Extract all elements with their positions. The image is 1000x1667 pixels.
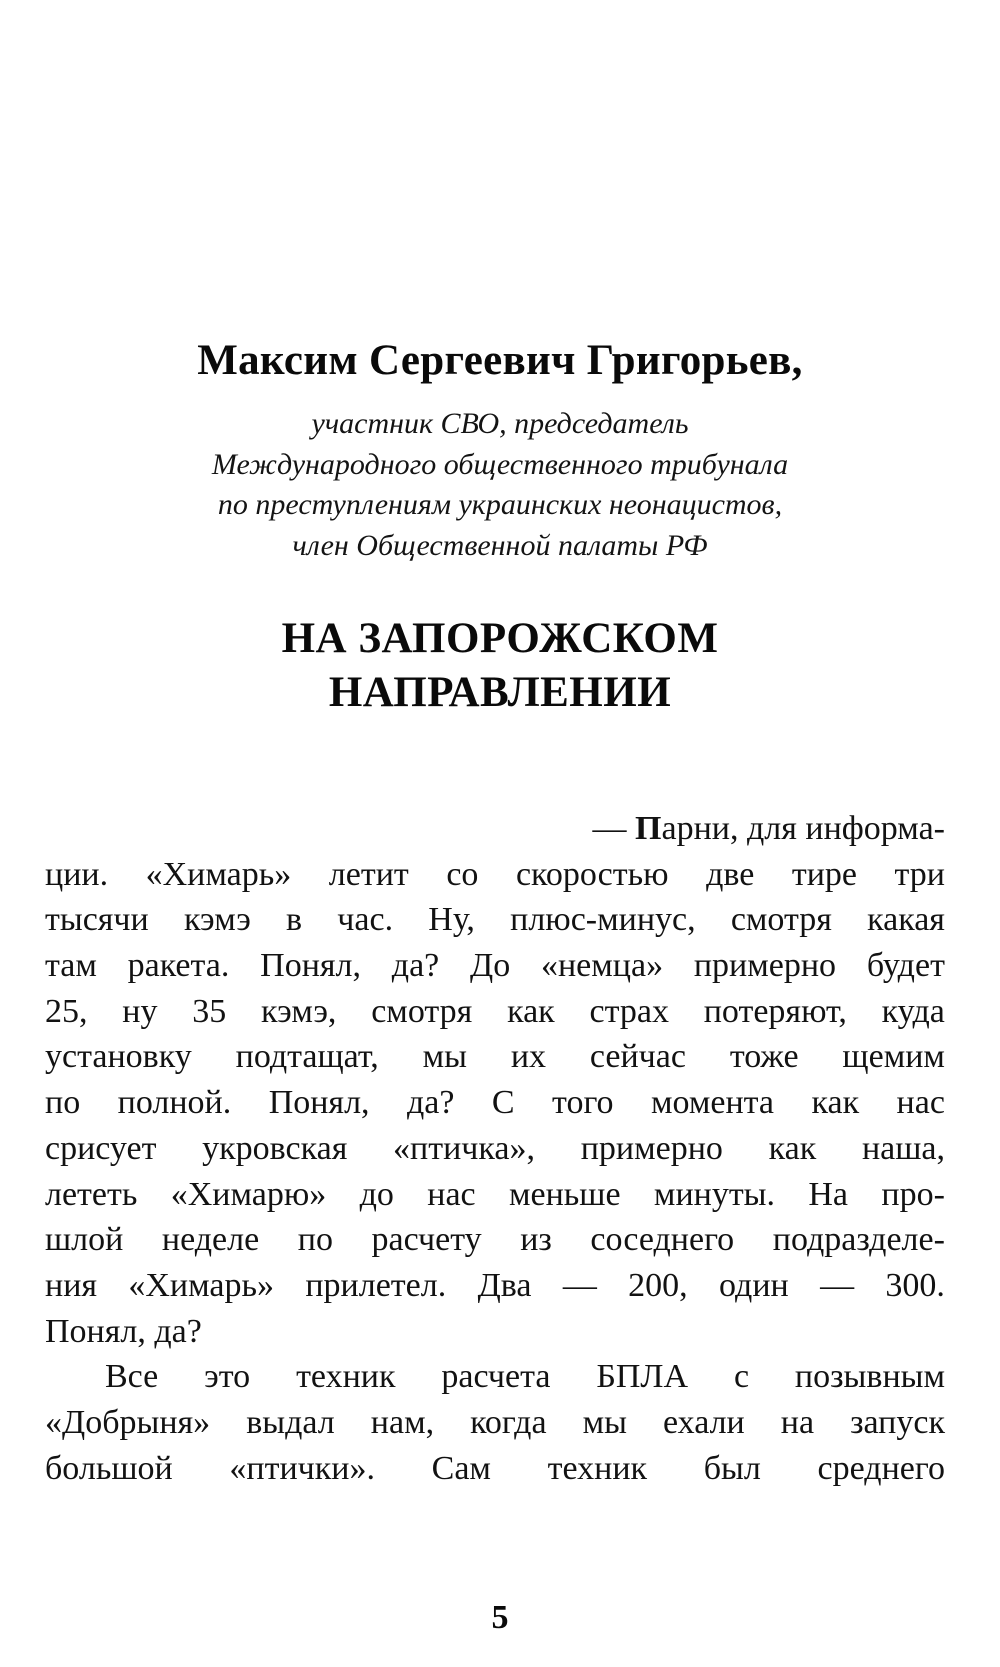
word: по — [297, 1221, 333, 1259]
word: на — [780, 1403, 815, 1441]
word: нас — [427, 1175, 476, 1213]
body-line-paragraph-start — [45, 1354, 945, 1400]
word: как — [507, 992, 555, 1030]
word: кэмэ, — [261, 992, 337, 1030]
word: — — [820, 1266, 855, 1304]
word: будет — [866, 947, 945, 985]
word: выдал — [246, 1403, 335, 1441]
body-line — [45, 897, 945, 943]
body-line — [45, 1034, 945, 1080]
word: техник — [547, 1449, 648, 1487]
word: две — [706, 855, 755, 893]
word: шлой — [45, 1221, 124, 1259]
word: соседнего — [590, 1221, 735, 1259]
body-line — [45, 1446, 945, 1492]
word: прилетел. — [305, 1266, 447, 1304]
word: расчету — [371, 1221, 482, 1259]
word: их — [510, 1038, 547, 1076]
bold-initial: П — [635, 810, 662, 847]
word: ракета. — [127, 947, 230, 985]
word: страх — [589, 992, 669, 1030]
word: час. — [337, 901, 394, 939]
body-line — [45, 852, 945, 898]
word: да? — [391, 947, 440, 985]
word: неделе — [161, 1221, 260, 1259]
word: «немца» — [540, 947, 664, 985]
author-bio — [0, 404, 1000, 566]
word: мы — [422, 1038, 467, 1076]
word: примерно — [580, 1129, 723, 1167]
word: кэмэ — [183, 901, 251, 939]
author-bio-line: участник СВО, председатель — [311, 407, 689, 440]
word: «птички». — [229, 1449, 375, 1487]
word: Ну, — [428, 901, 475, 939]
body-line — [45, 1126, 945, 1172]
word: примерно — [693, 947, 837, 985]
word: укровская — [202, 1129, 348, 1167]
word: щемим — [842, 1038, 945, 1076]
word: когда — [470, 1403, 547, 1441]
em-dash: — — [592, 810, 627, 847]
body-text — [45, 806, 945, 1491]
word: До — [470, 947, 511, 985]
word: «Химарь» — [128, 1266, 275, 1304]
body-line-paragraph-end — [45, 1309, 945, 1355]
word: скоростью — [515, 855, 669, 893]
word: про- — [881, 1175, 945, 1213]
word: тире — [791, 855, 857, 893]
opening-text: арни, для информа- — [661, 810, 945, 847]
word: запуск — [850, 1403, 945, 1441]
word: «Химарь» — [145, 855, 292, 893]
word: тысячи — [45, 901, 149, 939]
word: 25, — [45, 992, 88, 1030]
body-line — [45, 1400, 945, 1446]
body-line — [45, 1217, 945, 1263]
word: Сам — [431, 1449, 491, 1487]
word: 200, — [628, 1266, 688, 1304]
word: один — [719, 1266, 789, 1304]
word: Понял, — [260, 947, 361, 985]
body-line-opening — [45, 806, 945, 852]
word: нас — [896, 1084, 945, 1122]
body-line — [45, 989, 945, 1035]
word: куда — [881, 992, 945, 1030]
word: до — [359, 1175, 394, 1213]
word: три — [894, 855, 945, 893]
word: смотря — [371, 992, 473, 1030]
word: 300. — [885, 1266, 945, 1304]
word: большой — [45, 1449, 173, 1487]
word: да? — [406, 1084, 455, 1122]
chapter-title — [0, 612, 1000, 720]
body-line — [45, 1080, 945, 1126]
word: На — [808, 1175, 849, 1213]
word: техник — [296, 1358, 396, 1396]
word: это — [204, 1358, 251, 1396]
body-line — [45, 1172, 945, 1218]
word: подразделе- — [772, 1221, 945, 1259]
word: наша, — [861, 1129, 945, 1167]
word: — — [562, 1266, 597, 1304]
word: мы — [582, 1403, 627, 1441]
chapter-title-line: НА ЗАПОРОЖСКОМ — [281, 615, 719, 662]
word: с — [733, 1358, 750, 1396]
word: был — [703, 1449, 761, 1487]
word: Два — [477, 1266, 532, 1304]
word: нам, — [370, 1403, 435, 1441]
word: срисует — [45, 1129, 157, 1167]
word: летит — [328, 855, 409, 893]
word: «птичка», — [393, 1129, 535, 1167]
word: лететь — [45, 1175, 138, 1213]
word: минуты. — [653, 1175, 776, 1213]
author-bio-line: Международного общественного трибунала — [211, 447, 789, 481]
word: меньше — [508, 1175, 621, 1213]
word: какая — [867, 901, 945, 939]
word: Все — [105, 1358, 159, 1396]
word: ния — [45, 1266, 98, 1304]
word: смотря — [730, 901, 832, 939]
body-line — [45, 943, 945, 989]
word: Понял, — [268, 1084, 370, 1122]
word: со — [446, 855, 479, 893]
word: установку — [45, 1038, 192, 1076]
word: как — [811, 1084, 860, 1122]
author-name: Максим Сергеевич Григорьев, — [197, 337, 803, 384]
word: расчета — [441, 1358, 551, 1396]
word: там — [45, 947, 97, 985]
word: «Добрыня» — [45, 1403, 211, 1441]
word: БПЛА — [596, 1358, 689, 1396]
chapter-title-line: НАПРАВЛЕНИИ — [328, 669, 672, 716]
word: из — [520, 1221, 552, 1259]
word: того — [552, 1084, 614, 1122]
word: «Химарю» — [170, 1175, 327, 1213]
word: потеряют, — [703, 992, 847, 1030]
word: ехали — [663, 1403, 745, 1441]
word: С — [491, 1084, 515, 1122]
word: плюс-минус, — [510, 901, 696, 939]
body-line — [45, 1263, 945, 1309]
word: подтащат, — [235, 1038, 379, 1076]
author-bio-line: по преступлениям украинских неонацистов, — [217, 488, 783, 521]
word: как — [768, 1129, 817, 1167]
paragraph-end-text: Понял, да? — [45, 1312, 202, 1350]
word: сейчас — [589, 1038, 686, 1076]
page-number: 5 — [491, 1599, 509, 1636]
author-bio-line: член Общественной палаты РФ — [292, 528, 708, 562]
word: тоже — [729, 1038, 799, 1076]
word: в — [286, 901, 303, 939]
word: по — [45, 1084, 81, 1122]
word: ну — [122, 992, 158, 1030]
word: 35 — [192, 992, 227, 1030]
word: момента — [650, 1084, 775, 1122]
word: ции. — [45, 855, 109, 893]
word: позывным — [794, 1358, 945, 1396]
word: полной. — [117, 1084, 232, 1122]
word: среднего — [817, 1449, 945, 1487]
